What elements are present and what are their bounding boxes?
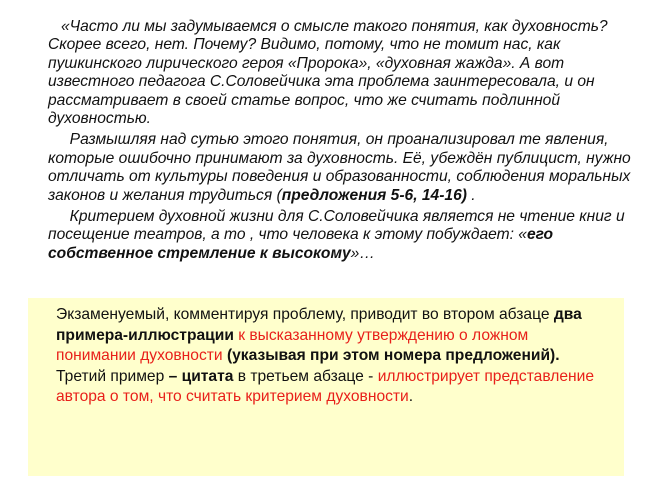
comment-author-criterion: иллюстрирует представление автора о том, что считать критерием духовности [56, 367, 595, 406]
essay-paragraph-1-text: «Часто ли мы задумываемся о смысле такого понятия, как духовность? Скорее всего, нет. Почему? Видимо, потому, что не томит нас, как пушкинского лирического героя «Пророка», «духовная жажда». А вот известного педагога С.Соловейчика эта проблема заинтересовала, и он рассматривает в своей статье вопрос, что же считать подлинной духовностью. [48, 18, 608, 128]
essay-paragraph-2-end: . [466, 186, 476, 204]
comment-false-spirituality: к высказанному утверждению о ложном понимании духовности [56, 326, 529, 365]
essay-paragraph-2-text: Размышляя над сутью этого понятия, он проанализировал те явления, которые ошибочно принимают за духовность. Её, убеждён публицист, нужно отличать от культуры поведения и образованности, соблюдения моральных законов и желания трудиться ( [48, 131, 631, 204]
essay-paragraph-3-text: Критерием духовной жизни для С.Соловейчика является не чтение книг и посещение театров, а то , что человека к этому побуждает: « [48, 208, 625, 244]
comment-third-example: Третий пример [56, 367, 169, 385]
comment-quote-label: – цитата [168, 367, 234, 385]
essay-quote: его собственное стремление к высокому [48, 226, 554, 262]
comment-end: . [408, 388, 414, 406]
comment-sentence-numbers: (указывая при этом номера предложений). [222, 347, 560, 365]
comment-third-paragraph: в третьем абзаце - [233, 367, 378, 385]
essay-paragraph-2 [48, 131, 638, 205]
comment-two-examples: два примера-иллюстрации [56, 306, 582, 344]
essay-paragraph-1 [48, 18, 638, 128]
examiner-comment-box [28, 298, 624, 476]
essay-sentence-reference: предложения 5-6, 14-16) [281, 186, 467, 204]
examiner-comment-text [56, 305, 606, 408]
comment-intro: Экзаменуемый, комментируя проблему, приводит во втором абзаце [56, 306, 554, 323]
essay-excerpt [48, 18, 638, 266]
essay-paragraph-3-end: »… [350, 244, 375, 262]
essay-paragraph-3 [48, 208, 638, 263]
